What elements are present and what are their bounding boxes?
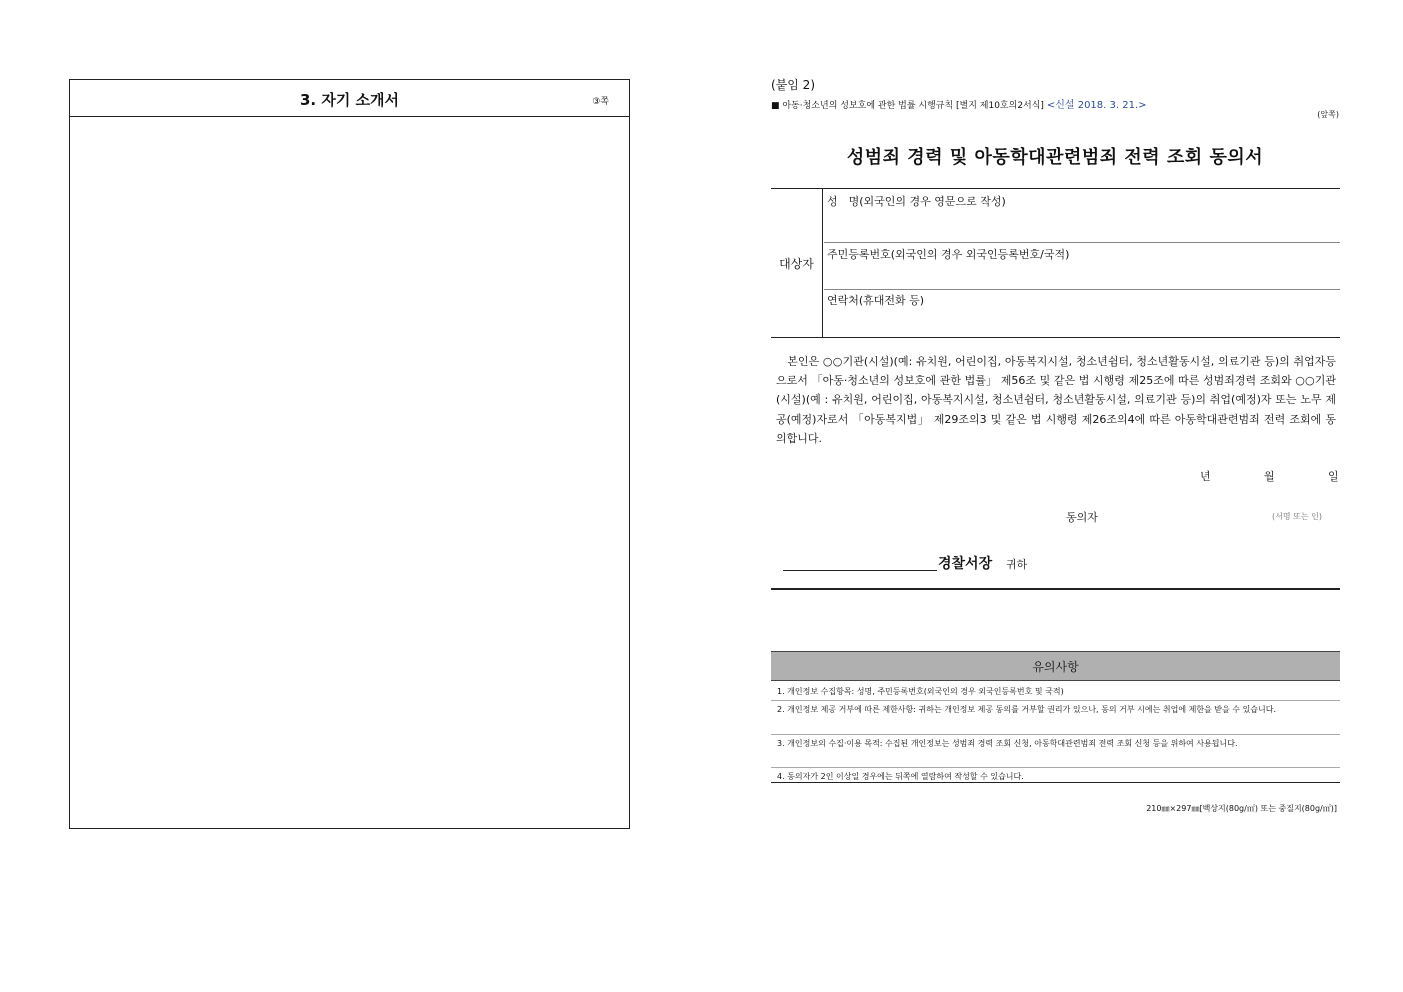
date-month-label: 월 [1264,470,1275,483]
self-introduction-body[interactable] [70,117,629,828]
name-field-label: 성 명(외국인의 경우 영문으로 작성) [827,195,1006,208]
legal-reference [771,96,1147,111]
section-divider [771,588,1340,590]
note-item: 4. 동의자가 2인 이상일 경우에는 뒤쪽에 열람하여 작성할 수 있습니다. [777,772,1024,781]
self-introduction-title: 3. 자기 소개서 [299,91,400,109]
date-day-label: 일 [1328,470,1339,483]
note-divider [771,734,1340,735]
recipient-title: 경찰서장 [938,556,993,572]
contact-field-label: 연락처(휴대전화 등) [827,294,925,307]
notes-section [771,651,1340,783]
self-introduction-header [70,80,629,117]
subject-label-text: 대상자 [779,256,814,271]
consent-statement: 본인은 ○○기관(시설)(예: 유치원, 어린이집, 아동복지시설, 청소년쉼터, 청소년활동시설, 의료기관 등)의 취업자등으로서 「아동·청소년의 성보호에 관한 법률」 제56조 및 같은 법 시행령 제25조에 따른 성범죄경력 조회와 ○○기관(시설)(예 : 유치원, 어린이집, 아동복지시설, 청소년쉼터, 청소년활동시설, 의료기관 등)의 취업(예정)자 또는 노무 제공(예정)자로서 「아동복지법」 제29조의3 및 같은 법 시행령 제26조의4에 따른 아동학대관련범죄 전력 조회에 동의합니다. [776,355,1336,445]
document-title: 성범죄 경력 및 아동학대관련범죄 전력 조회 동의서 [846,147,1264,168]
note-item: 2. 개인정보 제공 거부에 따른 제한사항: 귀하는 개인정보 제공 동의를 거부할 권리가 있으나, 동의 거부 시에는 취업에 제한을 받을 수 있습니다. [777,705,1277,714]
subject-label [771,189,823,337]
note-item: 3. 개인정보의 수집·이용 목적: 수집된 개인정보는 성범죄 경력 조회 신청, 아동학대관련범죄 전력 조회 신청 등을 위하여 사용됩니다. [777,739,1238,748]
name-field[interactable] [824,189,1340,243]
recipient-suffix: 귀하 [1006,558,1028,571]
legal-reference-text: ■ 아동·청소년의 성보호에 관한 법률 시행규칙 [별지 제10호의2서식] [771,101,1044,111]
notes-header [771,651,1340,681]
page-number-label: ③쪽 [592,97,609,107]
signature-field[interactable]: (서명 또는 인) [1272,512,1322,521]
registration-number-label: 주민등록번호(외국인의 경우 외국인등록번호/국적) [827,248,1070,261]
notes-header-text: 유의사항 [1032,659,1079,674]
police-station-blank[interactable] [783,570,937,571]
note-divider [771,767,1340,768]
date-year-label: 년 [1200,470,1211,483]
contact-field[interactable] [824,290,1340,338]
consenter-label: 동의자 [1066,511,1098,524]
note-item: 1. 개인정보 수집항목: 성명, 주민등록번호(외국인의 경우 외국인등록번호 및 국적) [777,687,1064,696]
registration-number-field[interactable] [824,243,1340,290]
paper-spec: 210㎜×297㎜[백상지(80g/㎡) 또는 중질지(80g/㎡)] [1146,804,1337,813]
note-divider [771,700,1340,701]
subject-table [771,188,1340,338]
front-side-mark: (앞쪽) [1317,110,1339,119]
self-introduction-page [69,79,630,829]
revision-note: <신설 2018. 3. 21.> [1046,100,1147,111]
attachment-label: (붙임 2) [771,78,815,92]
